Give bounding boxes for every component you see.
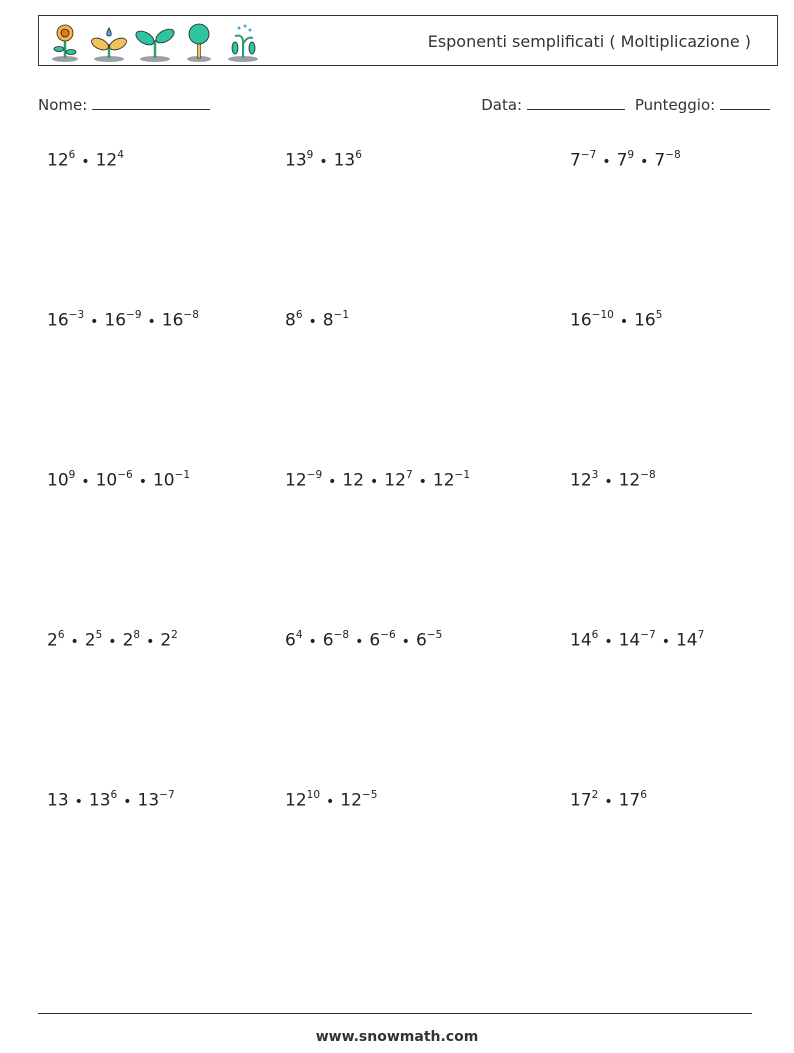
- term-exponent: 5: [95, 629, 103, 641]
- footer-website: www.snowmath.com: [315, 1029, 479, 1045]
- term-base: 13: [88, 790, 111, 811]
- term-base: 12: [95, 150, 118, 171]
- multiply-operator: •: [328, 473, 337, 490]
- term-exponent: −5: [426, 629, 443, 641]
- term-exponent: 8: [133, 629, 141, 641]
- term-base: 16: [104, 310, 127, 331]
- multiply-operator: •: [147, 313, 156, 330]
- multiply-operator: •: [319, 153, 328, 170]
- term-exponent: −3: [68, 309, 85, 321]
- multiply-operator: •: [81, 153, 90, 170]
- term-base: 17: [618, 790, 641, 811]
- problem-10: [47, 630, 178, 651]
- term-base: 7: [616, 150, 628, 171]
- sprout-water-drop-icon: [89, 22, 129, 62]
- plant-icons: [47, 20, 263, 62]
- problem-12: [570, 630, 704, 651]
- term-base: 2: [84, 630, 96, 651]
- term-exponent: −6: [380, 629, 396, 641]
- multiply-operator: •: [123, 793, 132, 810]
- term-base: 12: [47, 150, 69, 171]
- term-base: 14: [618, 630, 641, 651]
- term-base: 10: [152, 470, 175, 491]
- sunflower-icon: [47, 22, 83, 62]
- date-score-fields: [481, 95, 770, 114]
- term-base: 2: [160, 630, 172, 651]
- score-field: [635, 95, 770, 114]
- multiply-operator: •: [401, 633, 410, 650]
- term-exponent: 6: [295, 309, 303, 321]
- term-exponent: 3: [591, 469, 599, 481]
- term-exponent: −1: [454, 469, 471, 481]
- term-exponent: 5: [655, 309, 663, 321]
- multiply-operator: •: [81, 473, 90, 490]
- term-exponent: −8: [333, 629, 350, 641]
- name-blank[interactable]: [92, 95, 210, 110]
- term-base: 2: [122, 630, 134, 651]
- term-base: 16: [634, 310, 656, 331]
- date-blank[interactable]: [527, 95, 625, 110]
- term-exponent: 7: [697, 629, 705, 641]
- term-base: 12: [618, 470, 641, 491]
- name-label: Nome:: [38, 96, 88, 114]
- multiply-operator: •: [604, 473, 613, 490]
- term-base: 7: [654, 150, 666, 171]
- term-exponent: 10: [306, 789, 321, 801]
- term-base: 12: [285, 470, 307, 491]
- multiply-operator: •: [604, 633, 613, 650]
- term-base: 16: [47, 310, 69, 331]
- term-exponent: −7: [580, 149, 597, 161]
- term-exponent: −9: [126, 309, 142, 321]
- term-exponent: 2: [171, 629, 178, 641]
- multiply-operator: •: [108, 633, 117, 650]
- problem-3: [570, 150, 681, 171]
- term-base: 12: [285, 790, 307, 811]
- term-base: 12: [432, 470, 455, 491]
- multiply-operator: •: [70, 633, 79, 650]
- term-exponent: 2: [591, 789, 599, 801]
- multiply-operator: •: [640, 153, 649, 170]
- multiply-operator: •: [74, 793, 83, 810]
- term-exponent: 6: [110, 789, 118, 801]
- term-base: 6: [285, 630, 296, 651]
- multiply-operator: •: [619, 313, 629, 330]
- seedling-icon: [135, 22, 175, 62]
- problem-6: [570, 310, 662, 331]
- term-base: 16: [161, 310, 184, 331]
- term-exponent: −1: [333, 309, 350, 321]
- problem-9: [570, 470, 656, 491]
- worksheet-header: [38, 15, 778, 66]
- term-exponent: 4: [295, 629, 303, 641]
- term-exponent: 9: [68, 469, 76, 481]
- multiply-operator: •: [138, 473, 147, 490]
- problem-1: [47, 150, 124, 171]
- term-base: 8: [322, 310, 334, 331]
- term-base: 13: [137, 790, 160, 811]
- term-base: 7: [570, 150, 581, 171]
- problem-8: [285, 470, 470, 491]
- term-base: 6: [322, 630, 334, 651]
- term-exponent: 6: [355, 149, 362, 161]
- young-tree-icon: [181, 22, 217, 62]
- term-exponent: 6: [68, 149, 76, 161]
- multiply-operator: •: [370, 473, 379, 490]
- term-base: 12: [570, 470, 592, 491]
- term-exponent: −10: [591, 309, 614, 321]
- problem-5: [285, 310, 349, 331]
- term-base: 17: [570, 790, 592, 811]
- date-field: [481, 95, 625, 114]
- term-exponent: −5: [361, 789, 378, 801]
- multiply-operator: •: [355, 633, 364, 650]
- problem-13: [47, 790, 175, 811]
- multiply-operator: •: [146, 633, 155, 650]
- footer-divider: [38, 1013, 752, 1014]
- multiply-operator: •: [661, 633, 670, 650]
- term-base: 6: [415, 630, 427, 651]
- term-base: 8: [285, 310, 296, 331]
- term-base: 10: [95, 470, 118, 491]
- term-base: 16: [570, 310, 592, 331]
- problem-4: [47, 310, 199, 331]
- term-exponent: −7: [159, 789, 175, 801]
- multiply-operator: •: [326, 793, 335, 810]
- term-exponent: −6: [117, 469, 133, 481]
- date-label: Data:: [481, 96, 523, 114]
- problem-14: [285, 790, 377, 811]
- score-label: Punteggio:: [634, 96, 716, 114]
- multiply-operator: •: [418, 473, 427, 490]
- problem-15: [570, 790, 647, 811]
- term-base: 14: [675, 630, 698, 651]
- problem-11: [285, 630, 442, 651]
- term-exponent: −9: [306, 469, 323, 481]
- term-exponent: 7: [405, 469, 413, 481]
- multiply-operator: •: [308, 313, 317, 330]
- term-base: 13: [333, 150, 356, 171]
- term-exponent: −7: [640, 629, 656, 641]
- term-exponent: 6: [591, 629, 599, 641]
- term-base: 6: [369, 630, 381, 651]
- term-base: 13: [47, 790, 69, 811]
- multiply-operator: •: [602, 153, 611, 170]
- term-base: 12: [340, 790, 362, 811]
- term-exponent: 9: [627, 149, 635, 161]
- term-exponent: −1: [174, 469, 191, 481]
- term-exponent: 4: [117, 149, 124, 161]
- term-base: 10: [47, 470, 69, 491]
- name-field: [38, 95, 210, 114]
- score-blank[interactable]: [720, 95, 770, 110]
- term-base: 13: [285, 150, 307, 171]
- watering-plant-icon: [223, 22, 263, 62]
- term-exponent: 6: [640, 789, 647, 801]
- term-exponent: −8: [183, 309, 199, 321]
- term-base: 14: [570, 630, 592, 651]
- multiply-operator: •: [604, 793, 613, 810]
- term-exponent: 9: [306, 149, 314, 161]
- term-exponent: −8: [640, 469, 656, 481]
- multiply-operator: •: [90, 313, 99, 330]
- problem-7: [47, 470, 190, 491]
- term-base: 12: [384, 470, 406, 491]
- term-exponent: −8: [665, 149, 681, 161]
- worksheet-title: Esponenti semplificati ( Moltiplicazione ): [427, 32, 751, 51]
- term-exponent: 6: [57, 629, 65, 641]
- term-base: 12: [342, 470, 365, 491]
- problem-2: [285, 150, 362, 171]
- term-base: 2: [47, 630, 58, 651]
- multiply-operator: •: [308, 633, 317, 650]
